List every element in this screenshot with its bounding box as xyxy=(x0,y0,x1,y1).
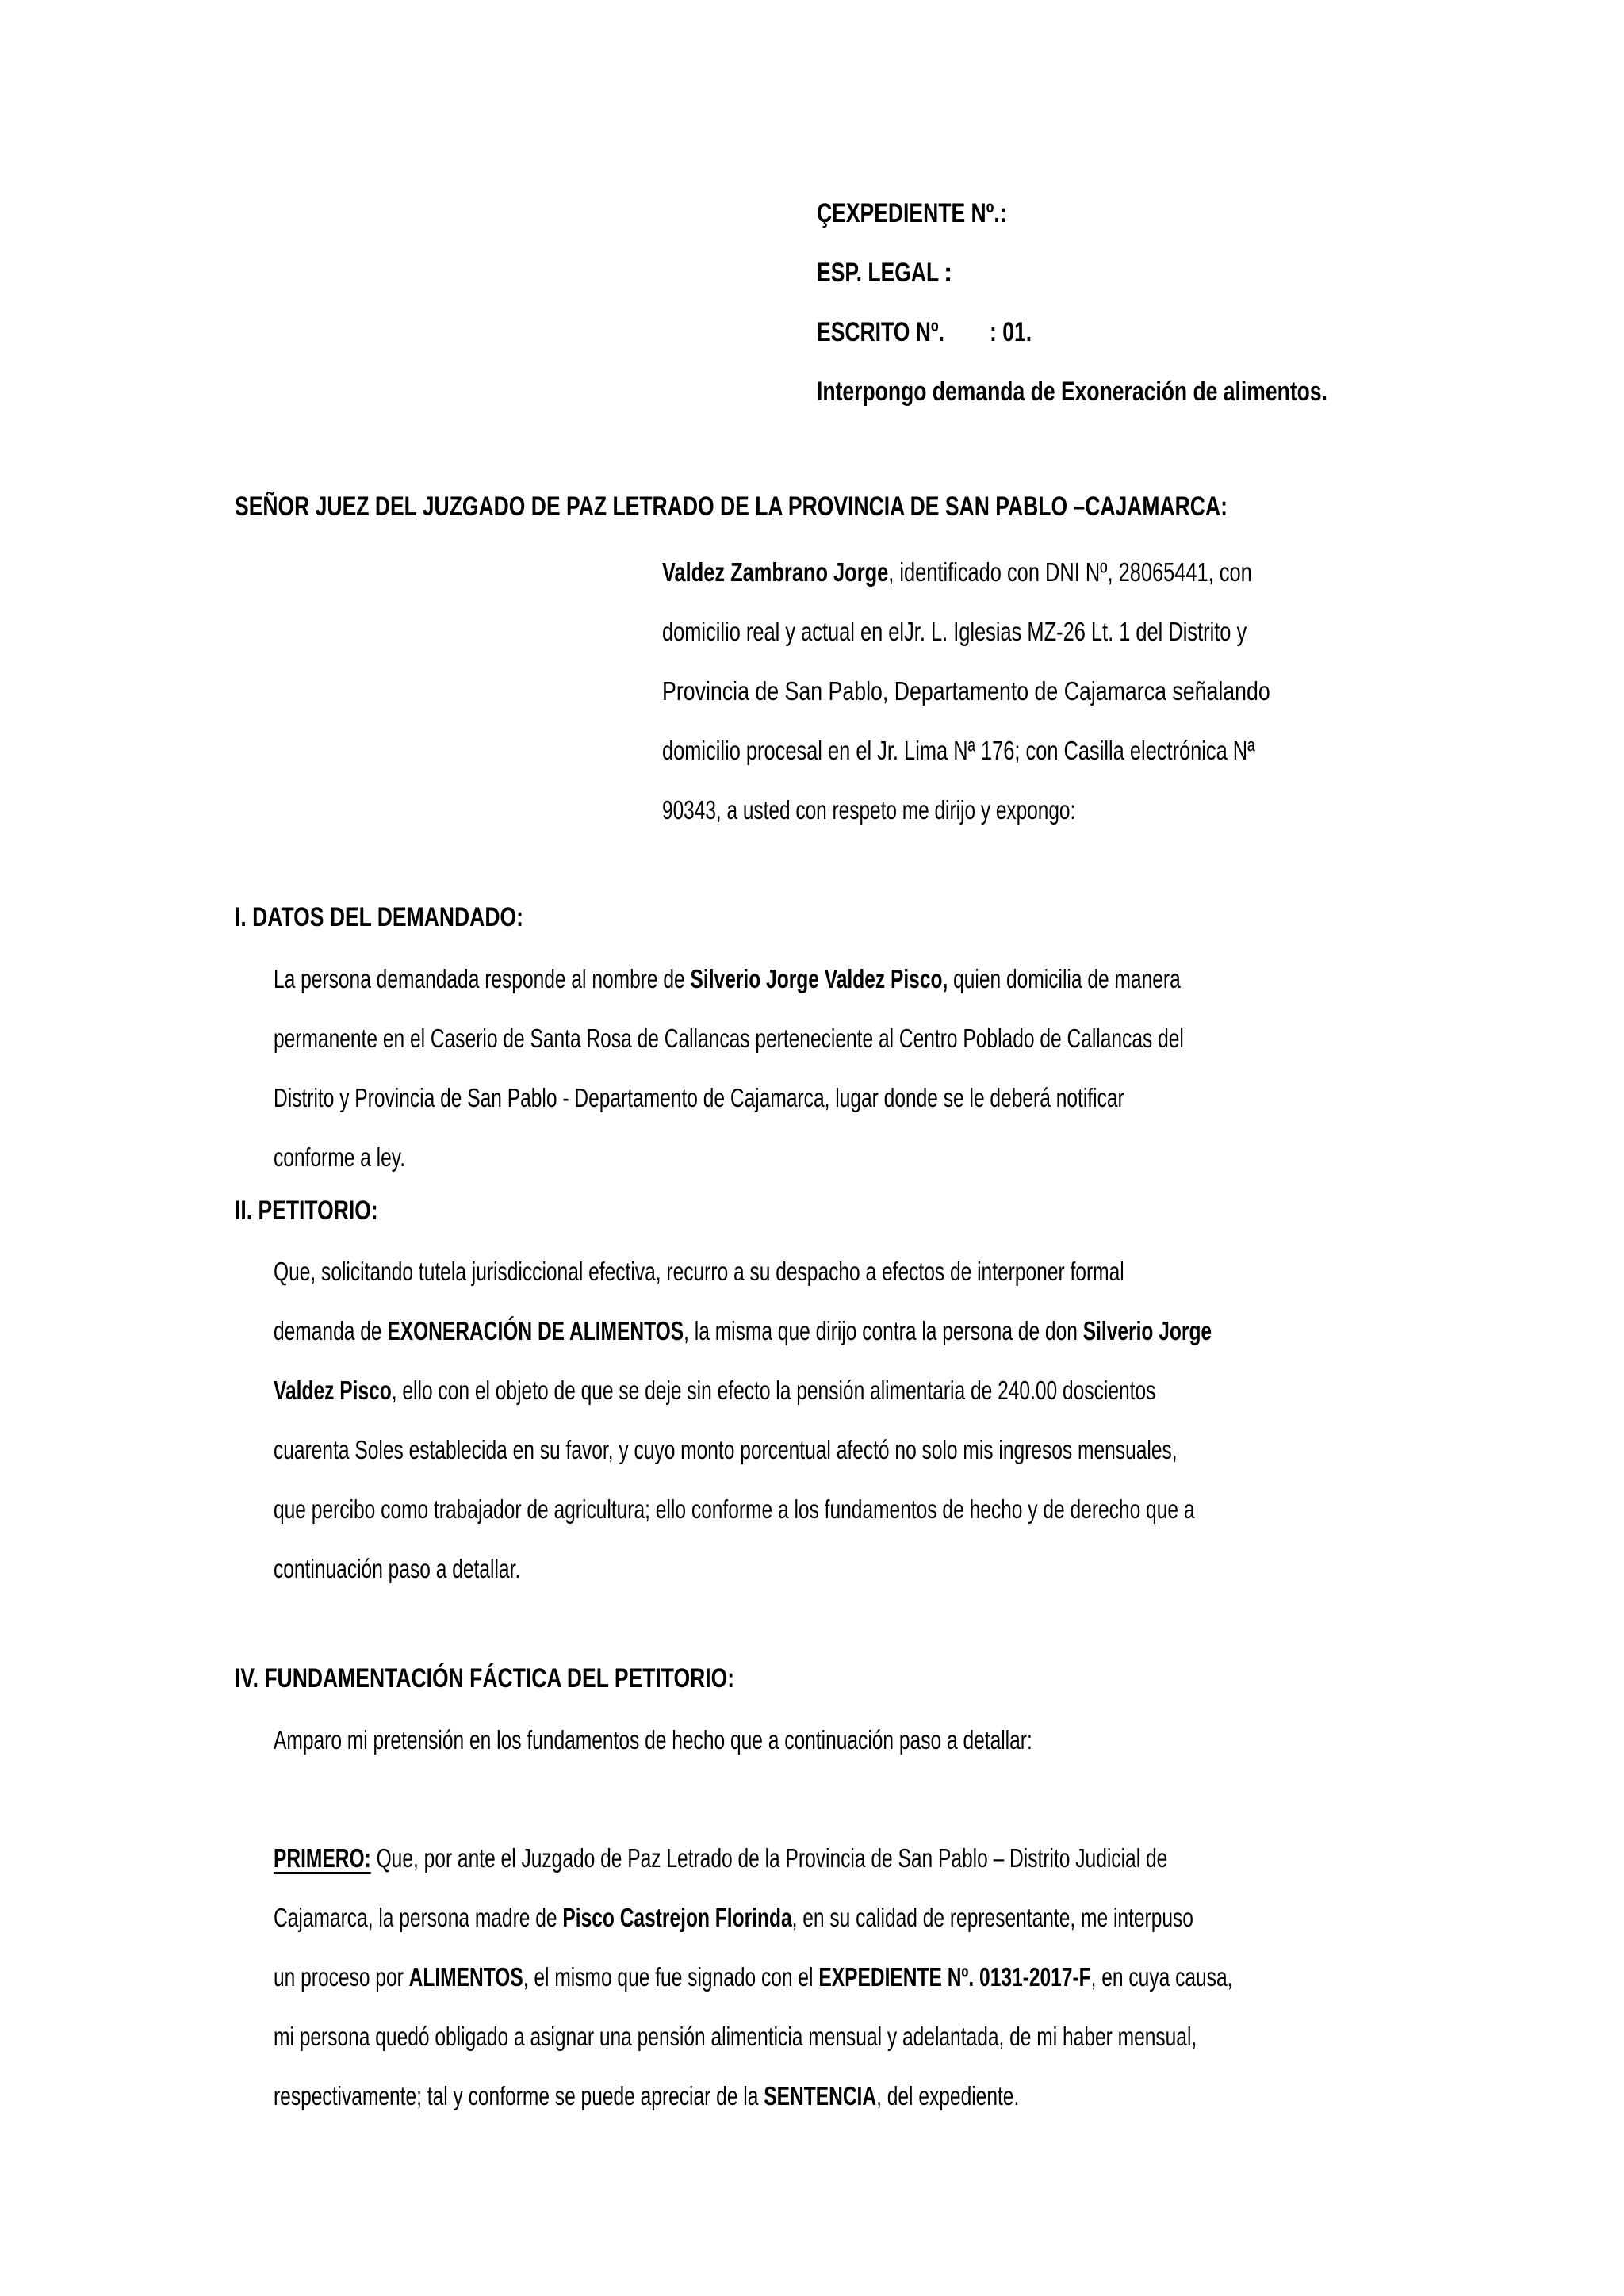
section-1-title: I. DATOS DEL DEMANDADO: xyxy=(235,902,523,932)
intro-line-1: , identificado con DNI Nº, 28065441, con xyxy=(888,557,1252,587)
escrito-line xyxy=(817,312,1530,372)
expediente-line xyxy=(817,193,1530,253)
sentencia-label: SENTENCIA xyxy=(764,2081,877,2110)
escrito-value: : 01. xyxy=(990,317,1032,347)
s2-line-4: cuarenta Soles establecida en su favor, y cuyo monto porcentual afectó no solo mis ingresos mensuales, xyxy=(274,1435,1178,1464)
s1-l1-post: quien domicilia de manera xyxy=(948,964,1181,993)
esp-legal-label: ESP. LEGAL xyxy=(817,258,940,288)
s1-line-2: permanente en el Caserio de Santa Rosa de Callancas perteneciente al Centro Poblado de Callancas del xyxy=(274,1024,1184,1053)
p1-l3-post: , en cuya causa, xyxy=(1090,1962,1233,1992)
escrito-label: ESCRITO Nº. xyxy=(817,317,944,347)
case-header xyxy=(817,193,1530,431)
p1-line-4: mi persona quedó obligado a asignar una pensión alimenticia mensual y adelantada, de mi haber mensual, xyxy=(274,2022,1197,2051)
plaintiff-name: Valdez Zambrano Jorge xyxy=(662,557,889,587)
s1-line-4: conforme a ley. xyxy=(274,1142,406,1172)
s2-line-1: Que, solicitando tutela jurisdiccional efectiva, recurro a su despacho a efectos de interponer formal xyxy=(274,1257,1124,1286)
defendant-name-part1: Silverio Jorge xyxy=(1082,1316,1212,1345)
s1-line-3: Distrito y Provincia de San Pablo - Departamento de Cajamarca, lugar donde se le deberá notificar xyxy=(274,1083,1124,1112)
intro-paragraph xyxy=(662,542,1398,840)
s1-l1-pre: La persona demandada responde al nombre de xyxy=(274,964,691,993)
esp-legal-colon: : xyxy=(944,258,953,288)
intro-line-2: domicilio real y actual en elJr. L. Iglesias MZ-26 Lt. 1 del Distrito y xyxy=(662,617,1247,646)
section-4-intro xyxy=(274,1710,1400,1770)
s2-l3-post: , ello con el objeto de que se deje sin efecto la pensión alimentaria de 240.00 doscientos xyxy=(391,1376,1156,1405)
process-type: ALIMENTOS xyxy=(408,1962,523,1992)
esp-legal-line xyxy=(817,253,1530,312)
section-1-body xyxy=(274,949,1400,1187)
intro-line-4: domicilio procesal en el Jr. Lima Nª 176; con Casilla electrónica Nª xyxy=(662,736,1255,765)
p1-l2-pre: Cajamarca, la persona madre de xyxy=(274,1903,563,1932)
p1-l3-pre: un proceso por xyxy=(274,1962,409,1992)
section-2-body xyxy=(274,1242,1400,1598)
claim-type: EXONERACIÓN DE ALIMENTOS xyxy=(387,1316,684,1345)
p1-l5-pre: respectivamente; tal y conforme se puede apreciar de la xyxy=(274,2081,764,2110)
s2-line-5: que percibo como trabajador de agricultura; ello conforme a los fundamentos de hecho y de derecho que a xyxy=(274,1494,1195,1524)
defendant-name: Silverio Jorge Valdez Pisco, xyxy=(690,964,948,993)
defendant-name-part2: Valdez Pisco xyxy=(274,1376,392,1405)
primero-paragraph xyxy=(274,1828,1400,2126)
expediente-label: ÇEXPEDIENTE Nº.: xyxy=(817,198,1007,228)
addressee: SEÑOR JUEZ DEL JUZGADO DE PAZ LETRADO DE LA PROVINCIA DE SAN PABLO –CAJAMARCA: xyxy=(235,492,1228,522)
mother-name: Pisco Castrejon Florinda xyxy=(562,1903,792,1932)
intro-line-5: 90343, a usted con respeto me dirijo y expongo: xyxy=(662,795,1076,825)
intro-line-3: Provincia de San Pablo, Departamento de Cajamarca señalando xyxy=(662,676,1270,706)
p1-l5-post: , del expediente. xyxy=(876,2081,1020,2110)
section-4-title: IV. FUNDAMENTACIÓN FÁCTICA DEL PETITORIO: xyxy=(235,1663,735,1693)
s2-l2-mid: , la misma que dirijo contra la persona de don xyxy=(684,1316,1083,1345)
s4-intro-line: Amparo mi pretensión en los fundamentos de hecho que a continuación paso a detallar: xyxy=(274,1725,1032,1755)
p1-l3-mid: , el mismo que fue signado con el xyxy=(523,1962,819,1992)
s2-l2-pre: demanda de xyxy=(274,1316,388,1345)
s2-line-6: continuación paso a detallar. xyxy=(274,1554,521,1583)
p1-l2-post: , en su calidad de representante, me interpuso xyxy=(791,1903,1193,1932)
p1-line-1: Que, por ante el Juzgado de Paz Letrado de la Provincia de San Pablo – Distrito Judicial de xyxy=(370,1843,1168,1873)
sumilla-line xyxy=(817,372,1530,431)
sumilla: Interpongo demanda de Exoneración de alimentos. xyxy=(817,377,1327,407)
primero-label: PRIMERO: xyxy=(274,1843,371,1873)
section-2-title: II. PETITORIO: xyxy=(235,1196,378,1226)
case-number: EXPEDIENTE Nº. 0131-2017-F xyxy=(818,1962,1091,1992)
